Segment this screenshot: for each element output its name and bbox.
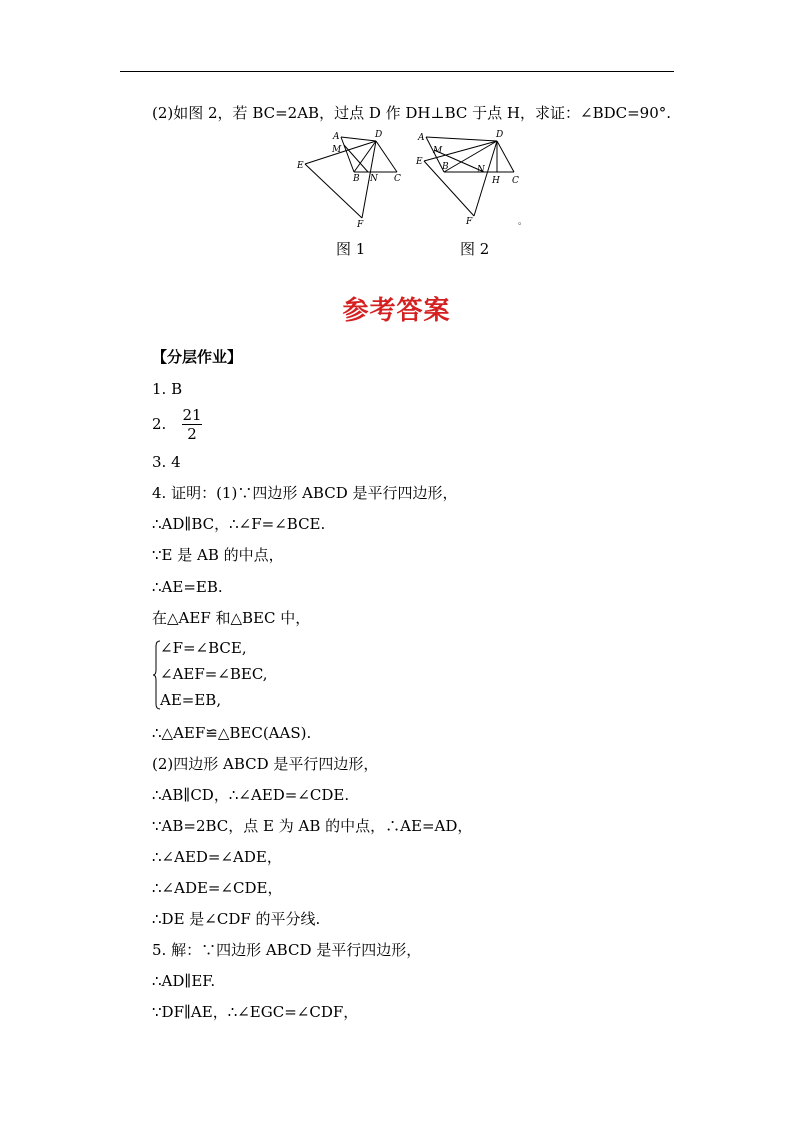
fig2-dot: 。 <box>518 217 528 227</box>
answer-line: ∵E 是 AB 的中点， <box>152 546 284 564</box>
fig1-label-a: A <box>333 132 340 142</box>
answer-line: ∴DE 是∠CDF 的平分线. <box>152 910 321 928</box>
fig2-label-e: E <box>416 157 423 167</box>
answer-2-fraction <box>182 406 202 443</box>
figure-2-caption: 图 2 <box>460 240 490 258</box>
edge-ad <box>426 137 497 141</box>
edge-mn <box>344 145 368 172</box>
top-rule <box>120 71 674 72</box>
answer-line: 在△AEF 和△BEC 中， <box>152 609 311 627</box>
answer-line: ∴AB∥CD，∴∠AED=∠CDE. <box>152 786 350 804</box>
answer-line: ∵DF∥AE，∴∠EGC=∠CDF， <box>152 1003 359 1021</box>
answer-line: AE=EB, <box>160 691 222 709</box>
fig2-label-f: F <box>466 217 473 227</box>
answer-line: 5. 解：∵四边形 ABCD 是平行四边形， <box>152 941 422 959</box>
fig2-label-a: A <box>418 133 425 143</box>
answer-line: 4. 证明：(1)∵四边形 ABCD 是平行四边形， <box>152 484 458 502</box>
answer-3: 3. 4 <box>152 453 181 471</box>
fraction-numerator: 21 <box>182 406 202 424</box>
fig1-label-e: E <box>297 161 304 171</box>
edge-dc <box>497 141 514 172</box>
answer-line: ∴AD∥EF. <box>152 972 216 990</box>
figure-1 <box>296 128 408 228</box>
edge-ef <box>305 164 362 218</box>
answer-line: ∴∠AED=∠ADE， <box>152 848 282 866</box>
fig2-label-d: D <box>496 130 504 140</box>
problem-part2: (2)如图 2，若 BC=2AB，过点 D 作 DH⊥BC 于点 H，求证：∠BDC=90°. <box>152 104 672 122</box>
edge-dc <box>376 141 397 172</box>
answer-line: ∠F=∠BCE, <box>160 639 247 657</box>
answer-line: ∴AD∥BC，∴∠F=∠BCE. <box>152 515 326 533</box>
fig1-label-f: F <box>357 220 364 228</box>
answer-line: (2)四边形 ABCD 是平行四边形， <box>152 755 379 773</box>
fraction-denominator: 2 <box>187 425 197 443</box>
answer-line: ∴∠ADE=∠CDE， <box>152 879 283 897</box>
fig1-label-m: M <box>332 145 342 155</box>
answer-line: ∠AEF=∠BEC, <box>160 665 268 683</box>
answer-title: 参考答案 <box>342 296 451 326</box>
answer-line: ∴△AEF≌△BEC(AAS). <box>152 724 312 742</box>
answer-line: ∵AB=2BC，点 E 为 AB 的中点，∴AE=AD， <box>152 817 473 835</box>
figure-1-caption: 图 1 <box>336 240 366 258</box>
fig2-label-h: H <box>492 176 500 186</box>
answer-1: 1. B <box>152 380 183 398</box>
fig1-label-d: D <box>375 130 383 140</box>
fig1-label-c: C <box>394 174 401 184</box>
fig2-label-n: N <box>477 165 485 175</box>
answer-line: ∴AE=EB. <box>152 578 223 596</box>
fig2-label-c: C <box>512 176 519 186</box>
fig2-label-m: M <box>433 146 443 156</box>
fig1-label-b: B <box>353 174 360 184</box>
section-heading: 【分层作业】 <box>152 348 243 366</box>
edge-ad <box>341 137 376 141</box>
fig2-label-b: B <box>442 162 449 172</box>
fig1-label-n: N <box>370 174 378 184</box>
figure-2 <box>414 128 539 228</box>
answer-2-label: 2. <box>152 415 167 433</box>
